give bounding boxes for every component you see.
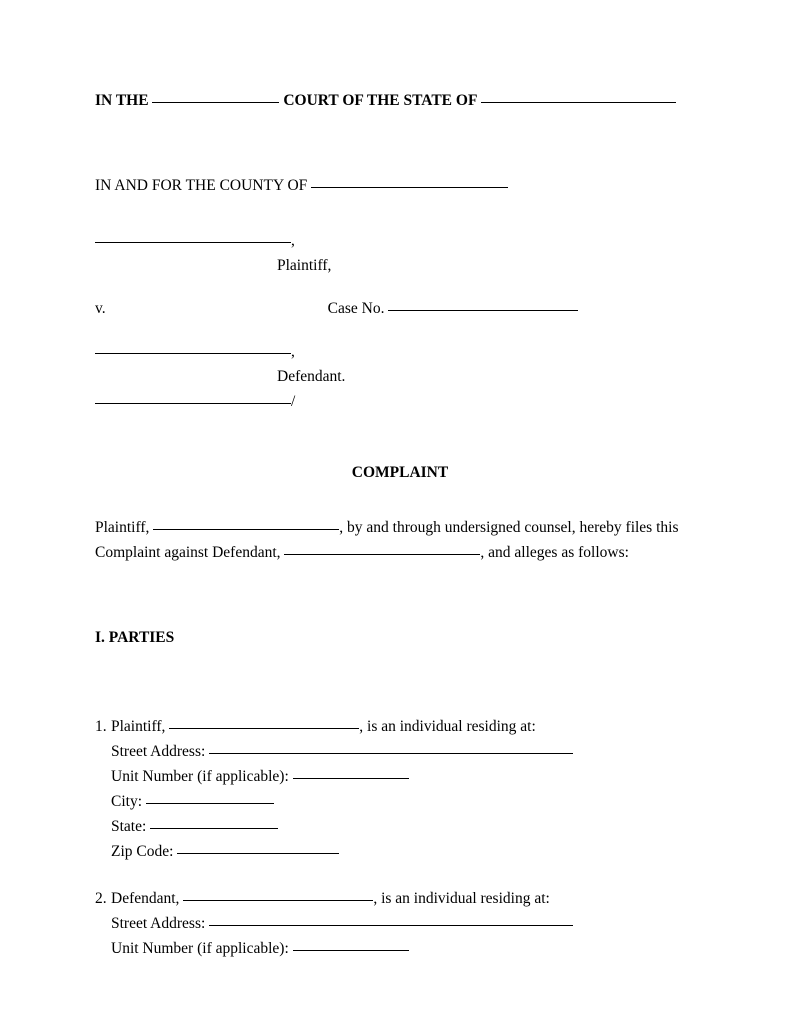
field-blank-unit-number[interactable] xyxy=(293,950,409,951)
field-label-zip-code: Zip Code: xyxy=(111,843,174,860)
field-row xyxy=(95,814,705,839)
court-header-line xyxy=(95,88,705,113)
field-label-unit-number: Unit Number (if applicable): xyxy=(111,768,289,785)
county-label: IN AND FOR THE COUNTY OF xyxy=(95,177,308,194)
intro-defendant-label: Complaint against Defendant, xyxy=(95,544,281,561)
intro-paragraph-line-1 xyxy=(95,515,705,540)
item-number: 1. xyxy=(95,718,107,735)
list-item xyxy=(95,886,705,911)
item-party-label: Defendant, xyxy=(111,890,180,907)
intro-plaintiff-name-blank[interactable] xyxy=(153,529,339,530)
spacer-before-title xyxy=(95,414,705,460)
spacer-after-county xyxy=(95,198,705,228)
field-blank-street-address[interactable] xyxy=(209,753,573,754)
item-party-name-blank[interactable] xyxy=(169,728,359,729)
field-blank-zip-code[interactable] xyxy=(177,853,339,854)
field-row xyxy=(95,936,705,961)
court-header-middle: COURT OF THE STATE OF xyxy=(283,92,477,109)
intro-defendant-name-blank[interactable] xyxy=(284,554,480,555)
item-party-name-blank[interactable] xyxy=(183,900,373,901)
spacer-after-versus xyxy=(95,321,705,339)
caption-versus-line xyxy=(95,296,705,321)
case-number-blank[interactable] xyxy=(388,310,578,311)
spacer-after-parties-heading xyxy=(95,650,705,710)
county-name-blank[interactable] xyxy=(311,187,508,188)
caption-slash: / xyxy=(291,393,296,410)
spacer-before-parties xyxy=(95,565,705,625)
plaintiff-name-blank[interactable] xyxy=(95,242,291,243)
defendant-name-blank[interactable] xyxy=(95,353,291,354)
plaintiff-label: Plaintiff, xyxy=(277,257,332,274)
defendant-name-comma: , xyxy=(291,343,295,360)
intro-line2-suffix: , and alleges as follows: xyxy=(480,544,629,561)
field-label-street-address: Street Address: xyxy=(111,743,206,760)
caption-closing-line xyxy=(95,389,705,414)
field-row xyxy=(95,839,705,864)
caption-plaintiff-name-line xyxy=(95,228,705,253)
intro-plaintiff-label: Plaintiff, xyxy=(95,519,150,536)
intro-paragraph-line-2 xyxy=(95,540,705,565)
caption-closing-blank[interactable] xyxy=(95,403,291,404)
state-name-blank[interactable] xyxy=(481,102,676,103)
caption-defendant-label-line xyxy=(95,364,705,389)
field-label-unit-number: Unit Number (if applicable): xyxy=(111,940,289,957)
versus-label: v. xyxy=(95,300,106,317)
case-no-label: Case No. xyxy=(327,300,385,317)
item-suffix: , is an individual residing at: xyxy=(373,890,550,907)
list-item xyxy=(95,714,705,739)
caption-plaintiff-label-line xyxy=(95,253,705,278)
item-number: 2. xyxy=(95,890,107,907)
field-row xyxy=(95,789,705,814)
spacer-after-title xyxy=(95,485,705,515)
item-suffix: , is an individual residing at: xyxy=(359,718,536,735)
field-row xyxy=(95,764,705,789)
field-blank-street-address[interactable] xyxy=(209,925,573,926)
county-line xyxy=(95,173,705,198)
field-row xyxy=(95,911,705,936)
spacer-after-court-header xyxy=(95,113,705,173)
field-blank-unit-number[interactable] xyxy=(293,778,409,779)
court-name-blank[interactable] xyxy=(152,102,279,103)
field-blank-state[interactable] xyxy=(150,828,278,829)
caption-defendant-name-line xyxy=(95,339,705,364)
court-header-prefix: IN THE xyxy=(95,92,149,109)
field-row xyxy=(95,739,705,764)
field-label-street-address: Street Address: xyxy=(111,915,206,932)
field-label-state: State: xyxy=(111,818,147,835)
plaintiff-name-comma: , xyxy=(291,232,295,249)
document-body xyxy=(95,88,705,961)
intro-line1-suffix: , by and through undersigned counsel, hereby files this xyxy=(339,519,679,536)
spacer-between-items xyxy=(95,864,705,882)
section-heading-parties: I. PARTIES xyxy=(95,629,175,646)
page-title: COMPLAINT xyxy=(351,464,449,481)
item-party-label: Plaintiff, xyxy=(111,718,166,735)
spacer-after-plaintiff xyxy=(95,278,705,296)
field-label-city: City: xyxy=(111,793,143,810)
field-blank-city[interactable] xyxy=(146,803,274,804)
defendant-label: Defendant. xyxy=(277,368,346,385)
